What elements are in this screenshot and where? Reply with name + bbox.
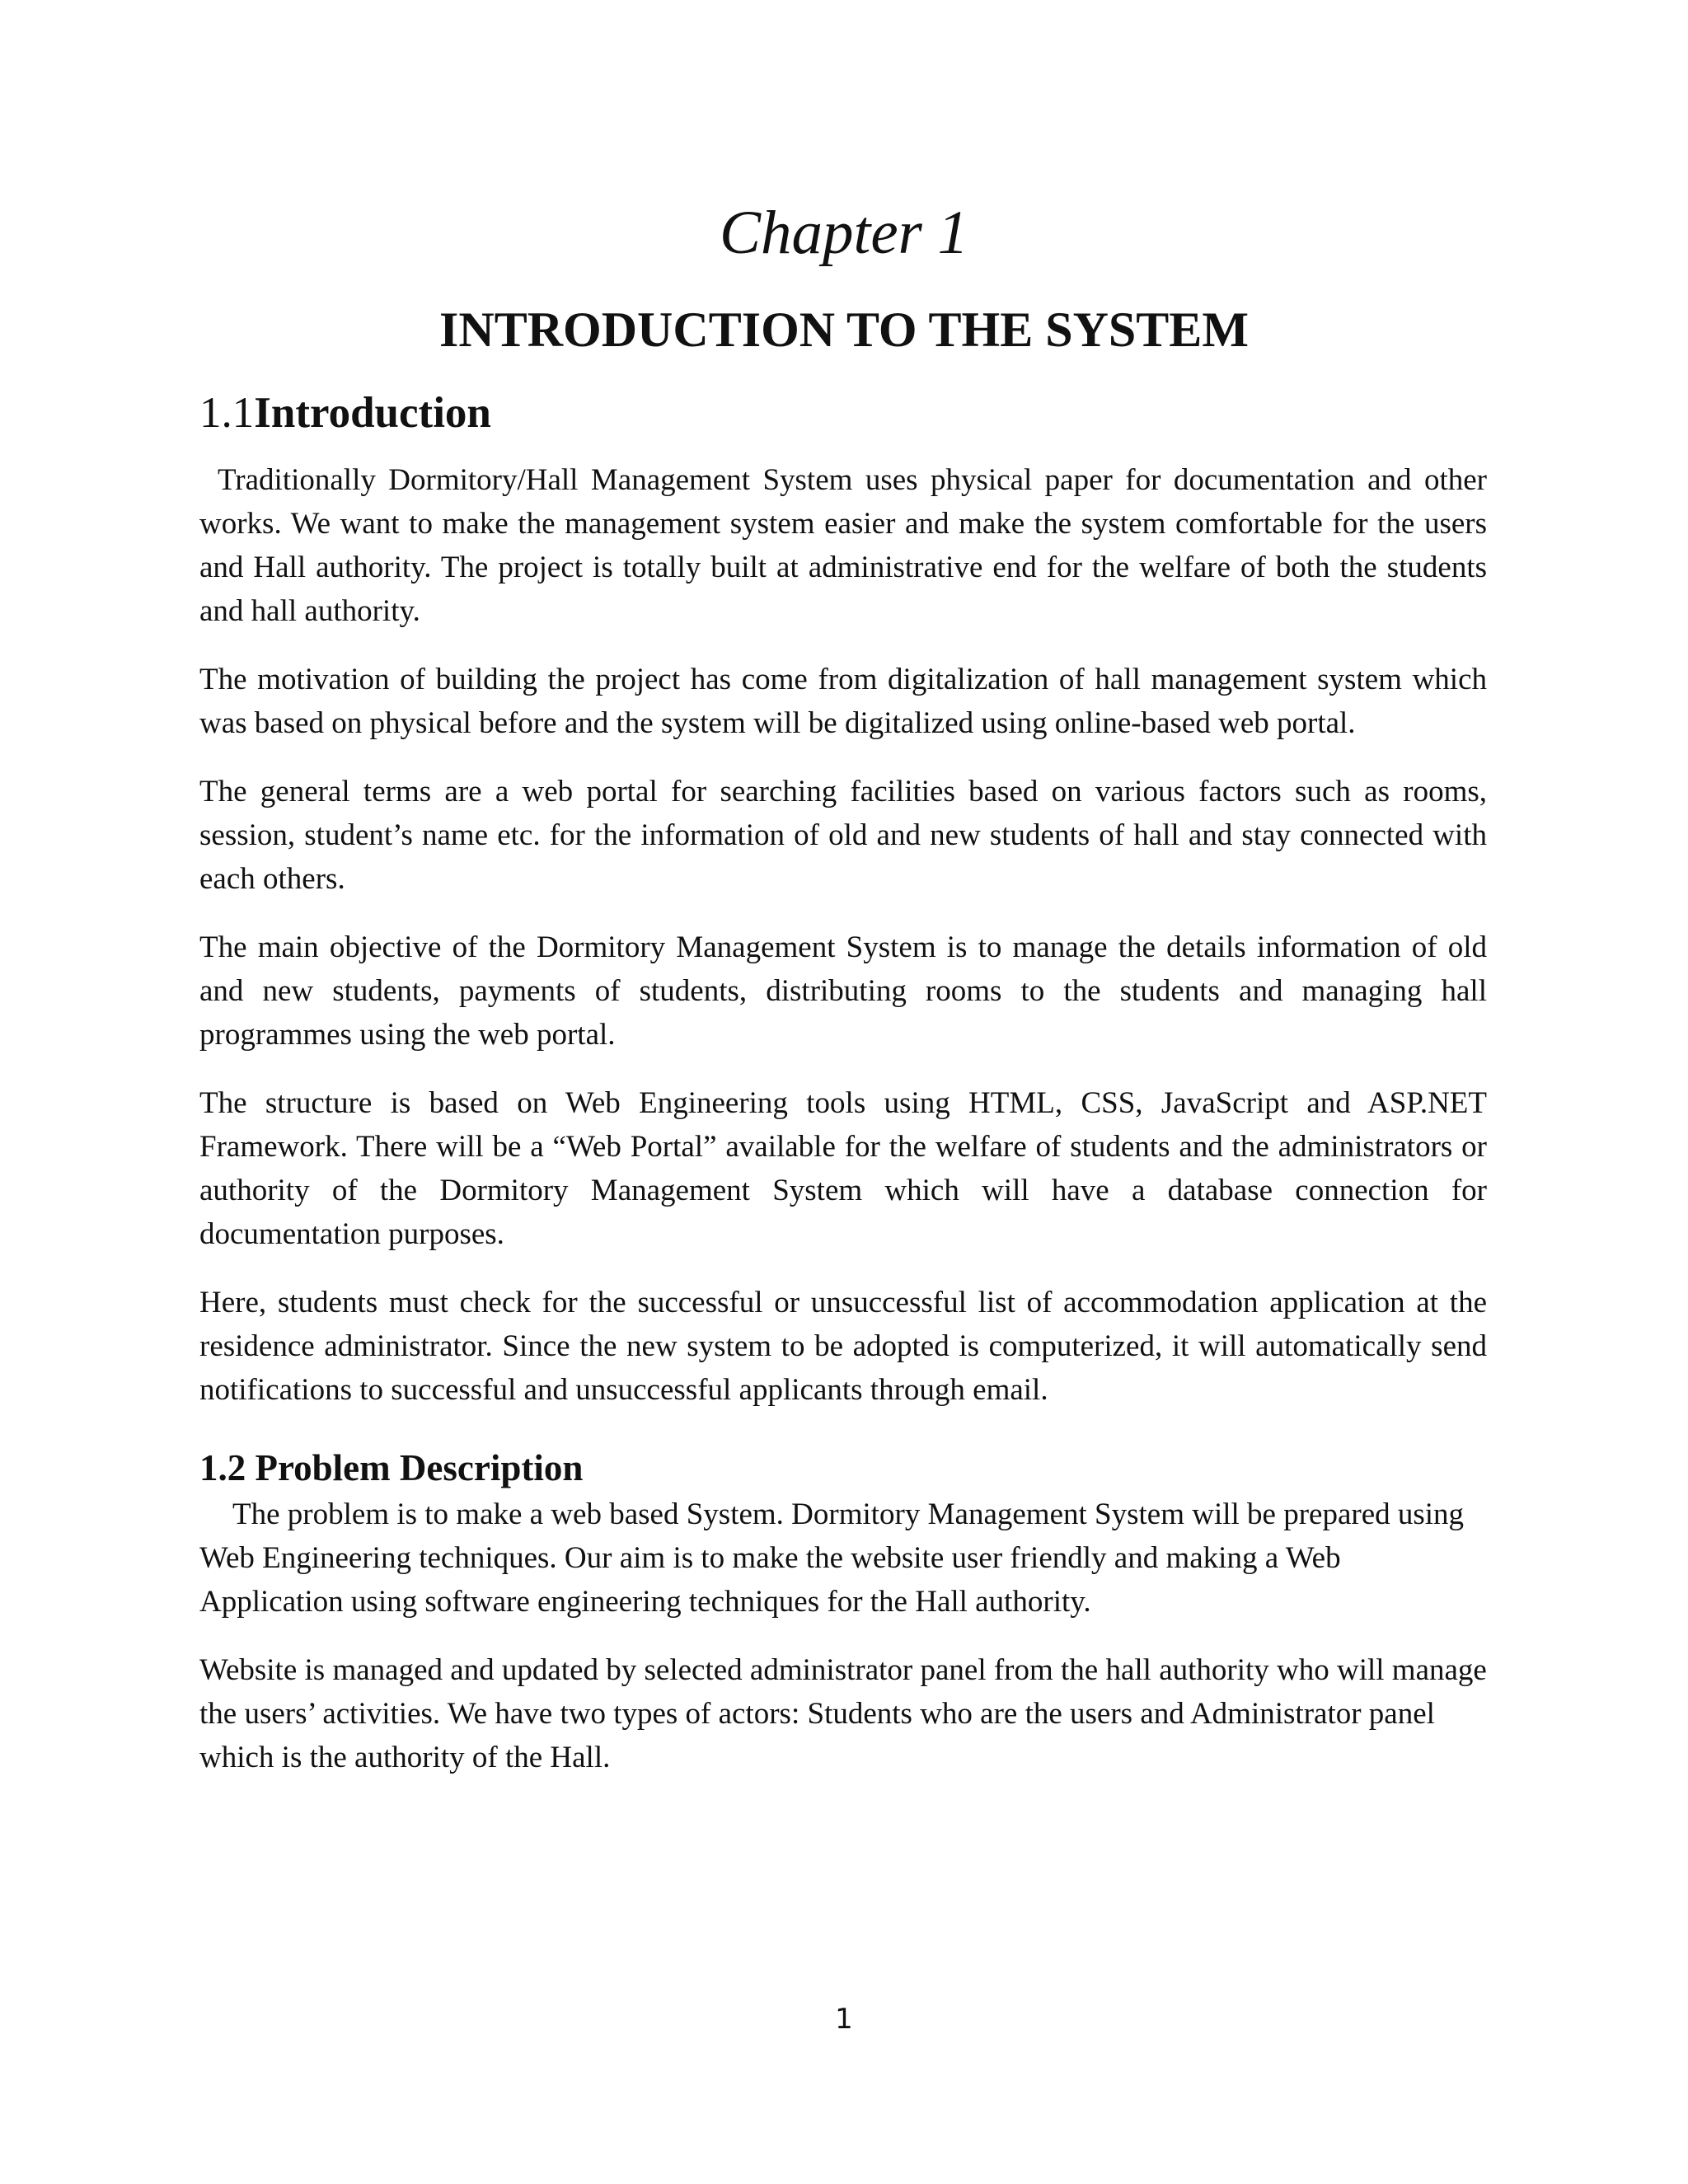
chapter-label: Chapter 1 <box>719 199 969 267</box>
paragraph: Website is managed and updated by selected administrator panel from the hall authority who will manage the users’ activities. We have two types of actors: Students who are the users and Administrator panel which is the authority of the Hall. <box>199 1653 1487 1774</box>
paragraph: Here, students must check for the successful or unsuccessful list of accommodation application at the residence administrator. Since the new system to be adopted is computerized, it will automatically send notifications to successful and unsuccessful applicants through email. <box>199 1286 1487 1407</box>
paragraph: The main objective of the Dormitory Management System is to manage the details information of old and new students, payments of students, distributing rooms to the students and managing hall programmes using the web portal. <box>199 930 1487 1052</box>
paragraph: The problem is to make a web based System. Dormitory Management System will be prepared using Web Engineering techniques. Our aim is to make the website user friendly and making a Web Application using software engineering techniques for the Hall authority. <box>199 1497 1465 1619</box>
paragraph: The general terms are a web portal for searching facilities based on various factors such as rooms, session, student’s name etc. for the information of old and new students of hall and stay connected with each others. <box>199 775 1487 896</box>
chapter-title: INTRODUCTION TO THE SYSTEM <box>439 302 1249 357</box>
paragraph: The motivation of building the project has come from digitalization of hall management system which was based on physical before and the system will be digitalized using online-based web portal. <box>199 663 1487 740</box>
section-heading-problem-description: 1.2 Problem Description <box>199 1447 584 1488</box>
section-number: 1.1 <box>199 389 255 437</box>
page-content <box>199 386 1487 1804</box>
section-title: Introduction <box>254 389 491 437</box>
section-heading-introduction <box>199 386 1487 440</box>
paragraph: The structure is based on Web Engineering tools using HTML, CSS, JavaScript and ASP.NET Framework. There will be a “Web Portal” available for the welfare of students and the administrators or authority of the Dormitory Management System which will have a database connection for documentation purposes. <box>199 1086 1487 1251</box>
paragraph: Traditionally Dormitory/Hall Management System uses physical paper for documentation and other works. We want to make the management system easier and make the system comfortable for the users and Hall authority. The project is totally built at administrative end for the welfare of both the students and hall authority. <box>199 463 1487 628</box>
page-number: 1 <box>835 2003 853 2036</box>
